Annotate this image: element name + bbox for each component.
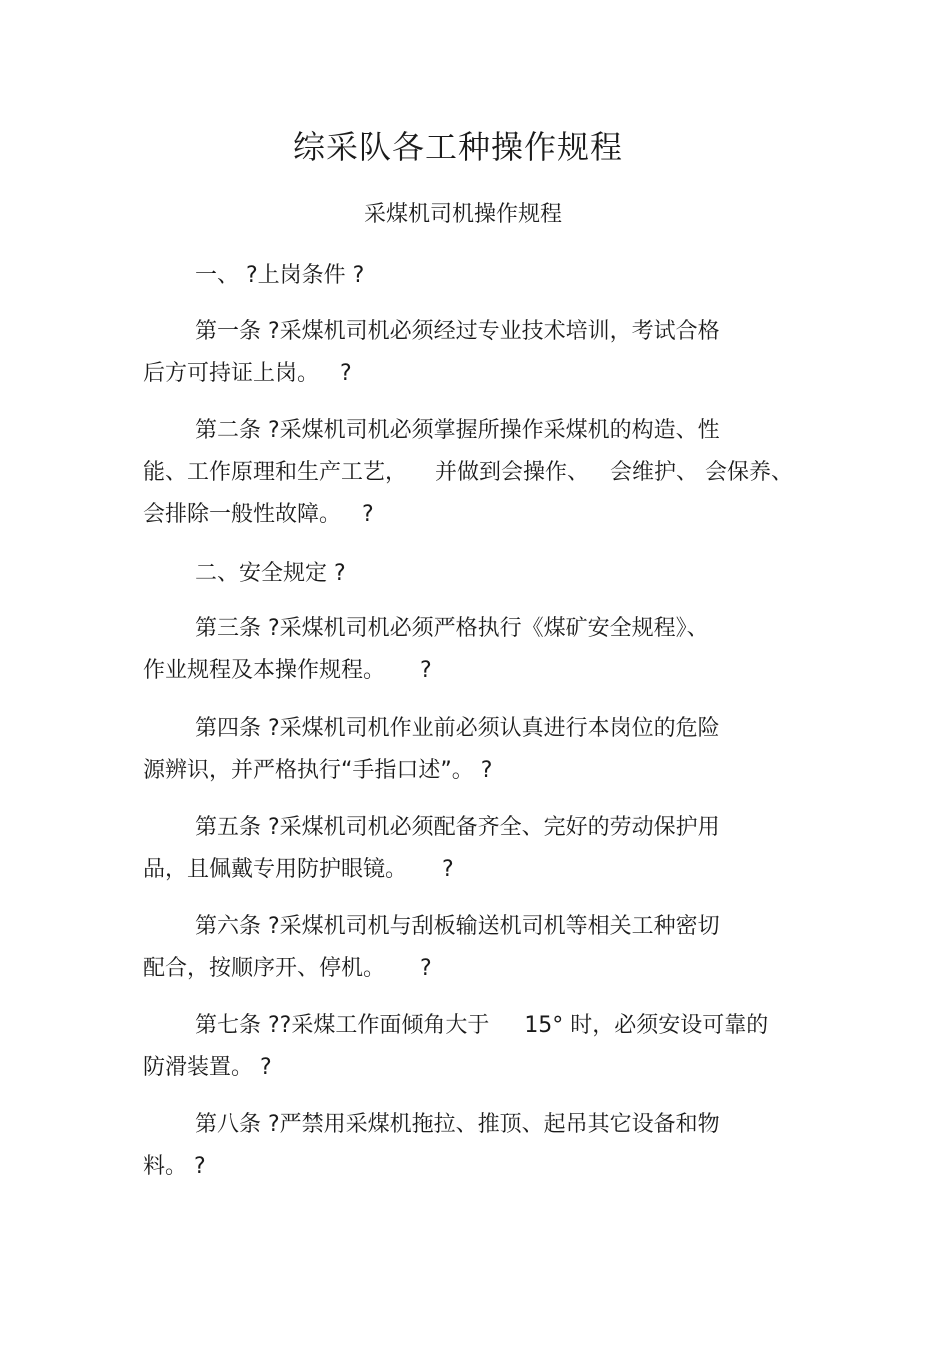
- article-3-line-2: 作业规程及本操作规程。 ?: [143, 658, 432, 683]
- article-6-line-2: 配合，按顺序开、停机。 ?: [143, 956, 432, 981]
- article-8-line-1: 第八条 ?严禁用采煤机拖拉、推顶、起吊其它设备和物: [195, 1112, 720, 1137]
- article-8-line-2: 料。 ?: [143, 1154, 206, 1179]
- article-7-line-2: 防滑装置。 ?: [143, 1055, 272, 1080]
- article-2-line-1: 第二条 ?采煤机司机必须掌握所操作采煤机的构造、性: [195, 418, 720, 443]
- article-6-line-1: 第六条 ?采煤机司机与刮板输送机司机等相关工种密切: [195, 914, 720, 939]
- article-4-line-1: 第四条 ?采煤机司机作业前必须认真进行本岗位的危险: [195, 716, 720, 741]
- section-heading-2: 二、安全规定 ?: [195, 561, 346, 586]
- article-1-line-1: 第一条 ?采煤机司机必须经过专业技术培训，考试合格: [195, 319, 720, 344]
- article-1-line-2: 后方可持证上岗。 ?: [143, 361, 352, 386]
- article-5-line-1: 第五条 ?采煤机司机必须配备齐全、完好的劳动保护用: [195, 815, 720, 840]
- document-title: 综采队各工种操作规程: [292, 128, 623, 166]
- article-3-line-1: 第三条 ?采煤机司机必须严格执行《煤矿安全规程》、: [195, 616, 709, 641]
- article-2-line-3: 会排除一般性故障。 ?: [143, 502, 374, 527]
- document-subtitle: 采煤机司机操作规程: [363, 202, 562, 227]
- section-heading-1: 一、 ?上岗条件 ?: [195, 263, 365, 288]
- article-5-line-2: 品，且佩戴专用防护眼镜。 ?: [143, 857, 454, 882]
- article-7-line-1: 第七条 ??采煤工作面倾角大于 15° 时，必须安设可靠的: [195, 1013, 769, 1038]
- article-2-line-2: 能、工作原理和生产工艺， 并做到会操作、 会维护、 会保养、: [143, 460, 793, 485]
- article-4-line-2: 源辨识，并严格执行“手指口述”。 ?: [143, 758, 493, 783]
